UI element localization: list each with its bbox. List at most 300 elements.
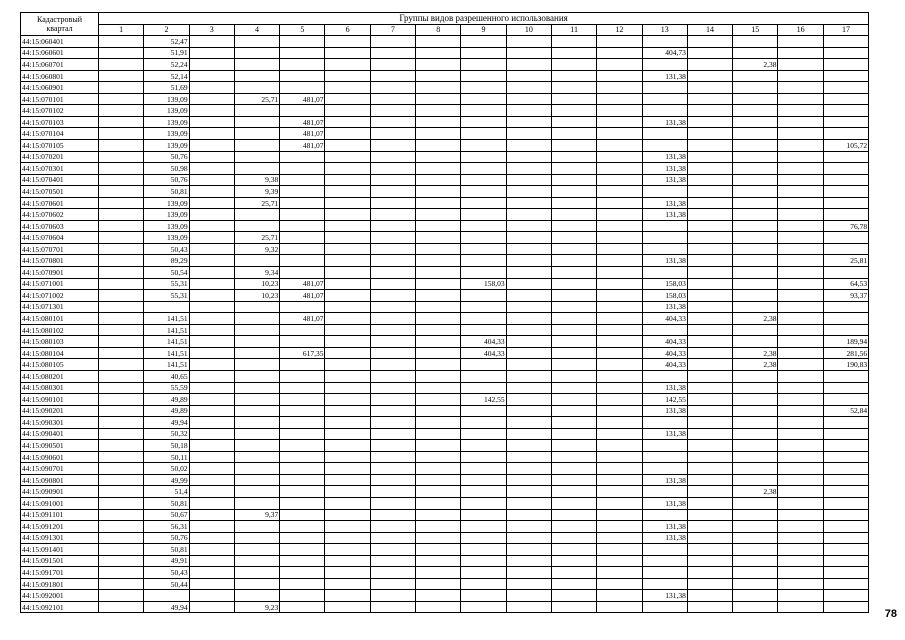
value-cell (778, 220, 823, 232)
value-cell (325, 151, 370, 163)
value-cell (687, 405, 732, 417)
value-cell (189, 428, 234, 440)
value-cell (551, 313, 596, 325)
column-number: 12 (597, 24, 642, 36)
value-cell (370, 509, 415, 521)
value-cell (733, 47, 778, 59)
value-cell (687, 463, 732, 475)
value-cell (461, 267, 506, 279)
value-cell (325, 128, 370, 140)
value-cell: 50,98 (144, 163, 189, 175)
value-cell (416, 405, 461, 417)
value-cell (416, 509, 461, 521)
value-cell (461, 255, 506, 267)
value-cell (234, 255, 279, 267)
value-cell (823, 59, 868, 71)
value-cell (551, 324, 596, 336)
value-cell (551, 267, 596, 279)
value-cell (99, 209, 144, 221)
value-cell (733, 544, 778, 556)
value-cell (370, 486, 415, 498)
value-cell (597, 590, 642, 602)
value-cell (189, 474, 234, 486)
value-cell (325, 59, 370, 71)
value-cell (823, 36, 868, 48)
value-cell (189, 590, 234, 602)
value-cell (687, 116, 732, 128)
value-cell (778, 567, 823, 579)
value-cell (325, 417, 370, 429)
value-cell (597, 347, 642, 359)
value-cell (778, 243, 823, 255)
value-cell (280, 47, 325, 59)
value-cell (99, 451, 144, 463)
value-cell (733, 578, 778, 590)
value-cell (234, 463, 279, 475)
value-cell (280, 382, 325, 394)
value-cell (687, 521, 732, 533)
value-cell (733, 209, 778, 221)
value-cell (823, 497, 868, 509)
value-cell (687, 105, 732, 117)
value-cell (597, 290, 642, 302)
cadastral-code-cell: 44:15:070602 (21, 209, 99, 221)
value-cell: 50,32 (144, 428, 189, 440)
cadastral-code-cell: 44:15:090801 (21, 474, 99, 486)
value-cell (99, 544, 144, 556)
value-cell (99, 105, 144, 117)
table-row (21, 267, 869, 279)
value-cell (778, 417, 823, 429)
value-cell (280, 601, 325, 613)
value-cell (597, 440, 642, 452)
value-cell (189, 578, 234, 590)
value-cell (280, 105, 325, 117)
value-cell (416, 47, 461, 59)
value-cell (823, 590, 868, 602)
value-cell (461, 370, 506, 382)
value-cell (642, 243, 687, 255)
value-cell: 50,76 (144, 532, 189, 544)
value-cell (416, 567, 461, 579)
value-cell (370, 174, 415, 186)
value-cell (551, 370, 596, 382)
value-cell (416, 544, 461, 556)
value-cell: 404,33 (642, 347, 687, 359)
table-row (21, 347, 869, 359)
value-cell (99, 555, 144, 567)
value-cell (99, 220, 144, 232)
value-cell (461, 105, 506, 117)
value-cell (189, 370, 234, 382)
value-cell (733, 336, 778, 348)
value-cell (597, 93, 642, 105)
value-cell (99, 521, 144, 533)
table-row (21, 255, 869, 267)
column-number: 7 (370, 24, 415, 36)
value-cell: 9,39 (234, 186, 279, 198)
value-cell (642, 555, 687, 567)
value-cell (642, 486, 687, 498)
value-cell (597, 59, 642, 71)
value-cell (687, 128, 732, 140)
value-cell (325, 463, 370, 475)
value-cell (416, 59, 461, 71)
value-cell (778, 128, 823, 140)
table-row (21, 544, 869, 556)
value-cell (280, 70, 325, 82)
value-cell (280, 544, 325, 556)
value-cell: 9,23 (234, 601, 279, 613)
value-cell: 481,07 (280, 93, 325, 105)
value-cell (551, 417, 596, 429)
value-cell (325, 440, 370, 452)
value-cell (234, 451, 279, 463)
value-cell (461, 555, 506, 567)
value-cell (416, 278, 461, 290)
value-cell (234, 417, 279, 429)
value-cell (597, 82, 642, 94)
value-cell: 141,51 (144, 336, 189, 348)
value-cell (461, 151, 506, 163)
value-cell: 9,32 (234, 243, 279, 255)
value-cell (325, 336, 370, 348)
value-cell (280, 509, 325, 521)
value-cell (416, 140, 461, 152)
value-cell (778, 590, 823, 602)
value-cell (416, 474, 461, 486)
value-cell (642, 36, 687, 48)
value-cell (778, 93, 823, 105)
cadastral-code-cell: 44:15:091701 (21, 567, 99, 579)
value-cell: 52,24 (144, 59, 189, 71)
value-cell (687, 336, 732, 348)
value-cell (325, 255, 370, 267)
value-cell: 50,81 (144, 186, 189, 198)
value-cell (506, 70, 551, 82)
value-cell: 2,38 (733, 347, 778, 359)
value-cell (551, 394, 596, 406)
value-cell (189, 70, 234, 82)
value-cell (280, 174, 325, 186)
value-cell (687, 290, 732, 302)
value-cell (551, 497, 596, 509)
value-cell: 131,38 (642, 209, 687, 221)
value-cell (551, 255, 596, 267)
value-cell: 131,38 (642, 428, 687, 440)
value-cell (551, 186, 596, 198)
column-number: 17 (823, 24, 868, 36)
value-cell (506, 474, 551, 486)
value-cell (234, 209, 279, 221)
value-cell (687, 370, 732, 382)
value-cell (189, 509, 234, 521)
value-cell (234, 151, 279, 163)
value-cell (687, 497, 732, 509)
value-cell (280, 451, 325, 463)
value-cell (325, 497, 370, 509)
value-cell (506, 451, 551, 463)
value-cell (370, 278, 415, 290)
value-cell (823, 82, 868, 94)
value-cell: 131,38 (642, 405, 687, 417)
value-cell (416, 36, 461, 48)
value-cell (687, 313, 732, 325)
value-cell (551, 301, 596, 313)
value-cell (370, 497, 415, 509)
cadastral-code-cell: 44:15:060801 (21, 70, 99, 82)
value-cell (687, 232, 732, 244)
column-number: 11 (551, 24, 596, 36)
value-cell (778, 255, 823, 267)
value-cell (234, 82, 279, 94)
value-cell (823, 267, 868, 279)
value-cell: 131,38 (642, 301, 687, 313)
column-number: 13 (642, 24, 687, 36)
value-cell (325, 267, 370, 279)
value-cell (416, 590, 461, 602)
value-cell: 52,84 (823, 405, 868, 417)
value-cell (733, 220, 778, 232)
value-cell (597, 497, 642, 509)
value-cell (642, 186, 687, 198)
value-cell: 139,09 (144, 105, 189, 117)
value-cell (99, 243, 144, 255)
value-cell (189, 394, 234, 406)
value-cell (234, 578, 279, 590)
value-cell (325, 313, 370, 325)
value-cell (461, 36, 506, 48)
table-row (21, 278, 869, 290)
value-cell (461, 243, 506, 255)
value-cell (416, 267, 461, 279)
value-cell (597, 36, 642, 48)
value-cell (370, 140, 415, 152)
table-row (21, 220, 869, 232)
value-cell (280, 336, 325, 348)
value-cell (416, 440, 461, 452)
value-cell (189, 486, 234, 498)
column-number: 3 (189, 24, 234, 36)
value-cell (234, 370, 279, 382)
value-cell (506, 394, 551, 406)
value-cell (189, 232, 234, 244)
value-cell (778, 359, 823, 371)
value-cell (234, 474, 279, 486)
value-cell (551, 474, 596, 486)
value-cell (234, 324, 279, 336)
value-cell (99, 82, 144, 94)
value-cell (823, 509, 868, 521)
value-cell (506, 140, 551, 152)
cadastral-code-cell: 44:15:091401 (21, 544, 99, 556)
value-cell (733, 186, 778, 198)
value-cell (234, 544, 279, 556)
value-cell (370, 105, 415, 117)
value-cell (597, 197, 642, 209)
value-cell (778, 209, 823, 221)
value-cell (733, 590, 778, 602)
value-cell (416, 486, 461, 498)
value-cell (597, 555, 642, 567)
value-cell: 481,07 (280, 313, 325, 325)
cadastral-code-cell: 44:15:071001 (21, 278, 99, 290)
cadastral-code-cell: 44:15:080103 (21, 336, 99, 348)
value-cell (506, 555, 551, 567)
value-cell (416, 382, 461, 394)
value-cell (687, 567, 732, 579)
value-cell (506, 267, 551, 279)
cadastral-code-cell: 44:15:060701 (21, 59, 99, 71)
value-cell: 139,09 (144, 209, 189, 221)
value-cell (687, 590, 732, 602)
value-cell (778, 82, 823, 94)
value-cell (551, 532, 596, 544)
value-cell (461, 163, 506, 175)
value-cell (597, 532, 642, 544)
value-cell: 51,69 (144, 82, 189, 94)
value-cell (280, 394, 325, 406)
value-cell (325, 140, 370, 152)
value-cell (597, 174, 642, 186)
value-cell (416, 128, 461, 140)
value-cell (823, 382, 868, 394)
value-cell (416, 324, 461, 336)
value-cell (687, 417, 732, 429)
value-cell (416, 220, 461, 232)
value-cell (506, 428, 551, 440)
cadastral-code-cell: 44:15:092001 (21, 590, 99, 602)
value-cell (778, 174, 823, 186)
value-cell (325, 197, 370, 209)
cadastral-code-cell: 44:15:070604 (21, 232, 99, 244)
value-cell (506, 578, 551, 590)
value-cell: 158,03 (642, 278, 687, 290)
value-cell (461, 578, 506, 590)
value-cell (823, 521, 868, 533)
value-cell (733, 417, 778, 429)
value-cell (99, 347, 144, 359)
value-cell (597, 128, 642, 140)
table-row (21, 197, 869, 209)
value-cell (234, 590, 279, 602)
value-cell (416, 209, 461, 221)
value-cell (370, 301, 415, 313)
value-cell: 481,07 (280, 140, 325, 152)
table-row (21, 567, 869, 579)
value-cell (461, 417, 506, 429)
value-cell (642, 105, 687, 117)
value-cell (733, 255, 778, 267)
value-cell: 617,35 (280, 347, 325, 359)
value-cell (597, 70, 642, 82)
value-cell (99, 186, 144, 198)
value-cell (506, 278, 551, 290)
value-cell (823, 532, 868, 544)
value-cell (370, 47, 415, 59)
value-cell: 51,91 (144, 47, 189, 59)
table-row (21, 93, 869, 105)
value-cell (189, 451, 234, 463)
value-cell (823, 440, 868, 452)
value-cell: 404,33 (642, 336, 687, 348)
value-cell (733, 370, 778, 382)
value-cell (597, 417, 642, 429)
value-cell (370, 209, 415, 221)
value-cell (687, 301, 732, 313)
value-cell (778, 463, 823, 475)
value-cell (189, 220, 234, 232)
value-cell (325, 405, 370, 417)
table-row (21, 405, 869, 417)
value-cell: 55,31 (144, 290, 189, 302)
value-cell: 404,33 (642, 313, 687, 325)
value-cell (370, 186, 415, 198)
cadastral-code-cell: 44:15:080201 (21, 370, 99, 382)
value-cell (778, 140, 823, 152)
value-cell (325, 36, 370, 48)
value-cell (551, 70, 596, 82)
value-cell (733, 463, 778, 475)
value-cell (506, 544, 551, 556)
value-cell (506, 497, 551, 509)
value-cell (370, 232, 415, 244)
cadastral-code-cell: 44:15:070101 (21, 93, 99, 105)
value-cell (189, 382, 234, 394)
value-cell (597, 324, 642, 336)
value-cell (189, 440, 234, 452)
cadastral-code-cell: 44:15:070603 (21, 220, 99, 232)
value-cell (99, 116, 144, 128)
value-cell (99, 70, 144, 82)
value-cell: 139,09 (144, 232, 189, 244)
value-cell: 55,59 (144, 382, 189, 394)
value-cell (234, 382, 279, 394)
value-cell (370, 93, 415, 105)
value-cell (189, 59, 234, 71)
value-cell (416, 521, 461, 533)
value-cell: 141,51 (144, 324, 189, 336)
value-cell (370, 382, 415, 394)
value-cell (280, 428, 325, 440)
value-cell (416, 555, 461, 567)
table-row (21, 140, 869, 152)
value-cell (551, 463, 596, 475)
value-cell (823, 128, 868, 140)
value-cell (280, 417, 325, 429)
value-cell: 49,91 (144, 555, 189, 567)
value-cell (461, 428, 506, 440)
value-cell (325, 567, 370, 579)
value-cell (461, 544, 506, 556)
cadastral-code-cell: 44:15:060601 (21, 47, 99, 59)
value-cell (189, 36, 234, 48)
value-cell (370, 405, 415, 417)
value-cell (325, 474, 370, 486)
value-cell (99, 324, 144, 336)
value-cell (733, 521, 778, 533)
value-cell (99, 578, 144, 590)
value-cell (506, 220, 551, 232)
value-cell (189, 128, 234, 140)
value-cell (325, 347, 370, 359)
value-cell (506, 440, 551, 452)
value-cell (551, 440, 596, 452)
table-row (21, 428, 869, 440)
value-cell (234, 336, 279, 348)
value-cell (733, 163, 778, 175)
value-cell (189, 116, 234, 128)
